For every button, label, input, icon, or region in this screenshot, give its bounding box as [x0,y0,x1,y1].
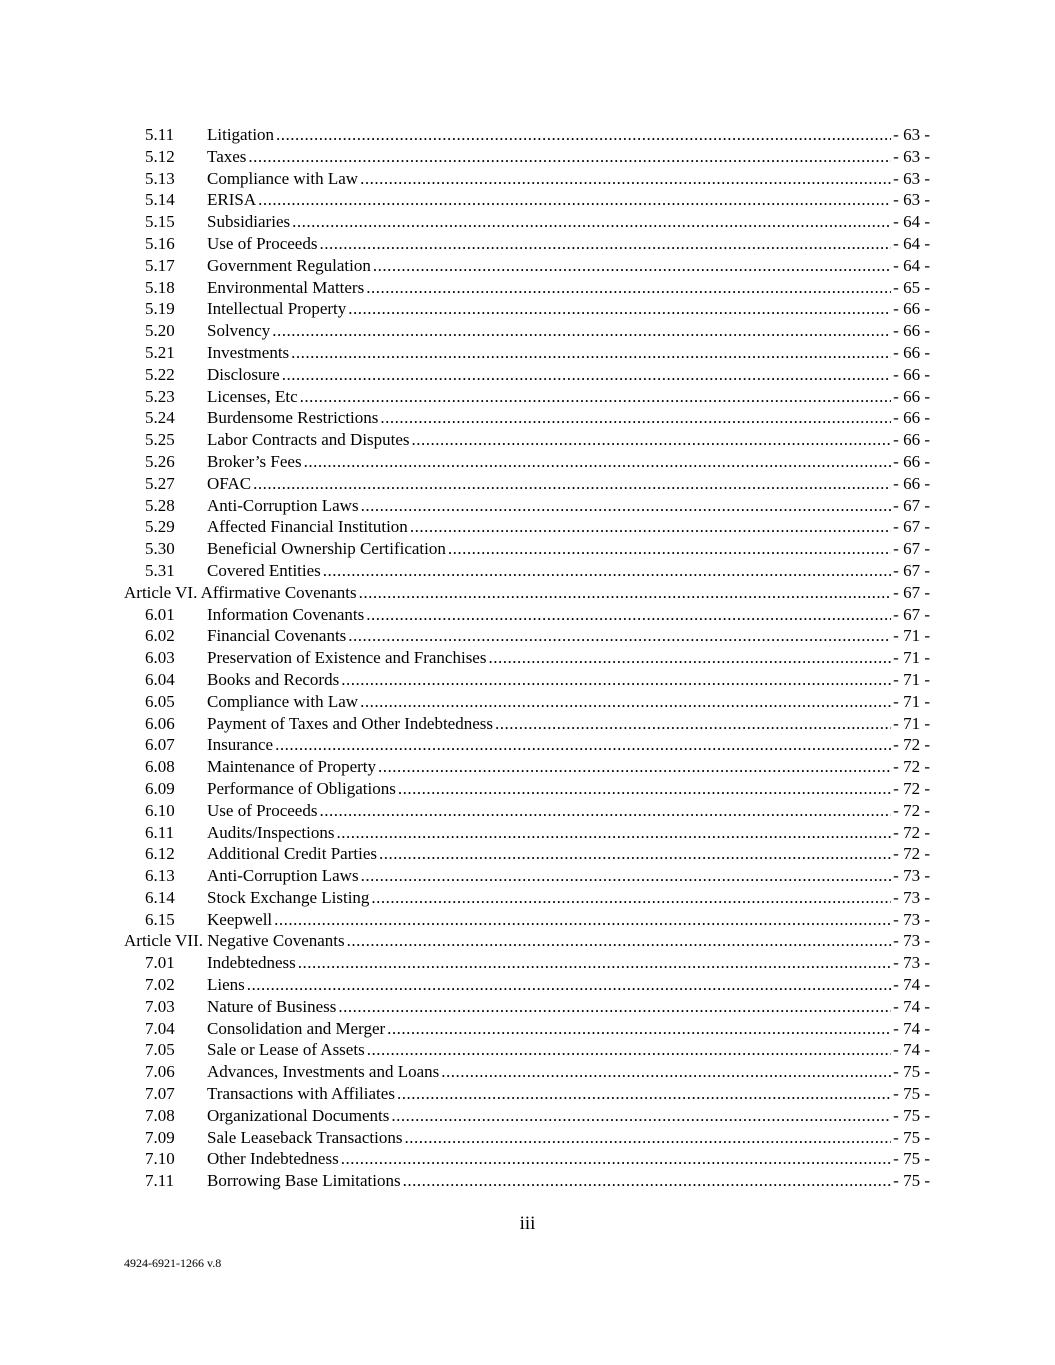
dot-leader [488,647,891,669]
toc-entry[interactable] [124,1148,930,1170]
toc-entry[interactable] [124,233,930,255]
toc-section-number: 5.22 [145,364,175,384]
toc-section-title: Books and Records [207,669,340,689]
table-of-contents [124,124,930,1192]
toc-section-title: Borrowing Base Limitations [207,1171,401,1191]
toc-section-title: Indebtedness [207,953,296,973]
toc-section-title: Preservation of Existence and Franchises [207,648,487,668]
toc-entry[interactable] [124,1061,930,1083]
toc-entry[interactable] [124,407,930,429]
toc-entry[interactable] [124,734,930,756]
toc-entry[interactable] [124,277,930,299]
dot-leader [304,451,892,473]
toc-section-title: Keepwell [207,909,273,929]
toc-entry[interactable] [124,168,930,190]
dot-leader [495,713,891,735]
toc-section-number: 5.28 [145,495,175,515]
toc-page-number: - 66 - [893,408,930,428]
dot-leader [359,582,892,604]
toc-entry[interactable] [124,756,930,778]
toc-section-title: Taxes [207,146,247,166]
toc-section-number: 5.30 [145,539,175,559]
toc-section-number: 5.12 [145,146,175,166]
toc-section-number: 5.17 [145,255,175,275]
toc-section-title: Beneficial Ownership Certification [207,539,446,559]
dot-leader [373,255,891,277]
toc-page-number: - 66 - [893,386,930,406]
toc-page-number: - 64 - [893,212,930,232]
dot-leader [300,386,892,408]
toc-section-number: 5.14 [145,190,175,210]
toc-page-number: - 74 - [893,996,930,1016]
dot-leader [275,734,891,756]
toc-section-number: 6.08 [145,757,175,777]
toc-page-number: - 73 - [893,953,930,973]
toc-entry[interactable] [124,211,930,233]
toc-page-number: - 72 - [893,844,930,864]
toc-page-number: - 75 - [893,1105,930,1125]
toc-page-number: - 66 - [893,473,930,493]
dot-leader [274,909,891,931]
dot-leader [298,952,891,974]
toc-page-number: - 75 - [893,1084,930,1104]
toc-section-number: 6.06 [145,713,175,733]
dot-leader [248,146,891,168]
toc-section-title: Maintenance of Property [207,757,376,777]
toc-page-number: - 63 - [893,146,930,166]
toc-page-number: - 66 - [893,321,930,341]
toc-section-title: Government Regulation [207,255,371,275]
toc-page-number: - 66 - [893,299,930,319]
toc-entry[interactable] [124,364,930,386]
dot-leader [319,800,891,822]
toc-entry[interactable] [124,516,930,538]
toc-entry[interactable] [124,800,930,822]
toc-section-title: Audits/Inspections [207,822,335,842]
toc-section-number: 7.04 [145,1018,175,1038]
toc-section-title: OFAC [207,473,252,493]
dot-leader [276,124,891,146]
toc-section-title: Litigation [207,125,275,144]
toc-entry[interactable] [124,451,930,473]
toc-entry[interactable] [124,189,930,211]
dot-leader [247,974,891,996]
toc-entry[interactable] [124,1018,930,1040]
toc-section-number: 6.09 [145,778,175,798]
toc-section-number: 5.16 [145,233,175,253]
toc-section-number: 7.03 [145,996,175,1016]
toc-section-title: Article VI. Affirmative Covenants [124,582,357,602]
dot-leader [291,342,891,364]
toc-article-heading[interactable] [124,930,930,952]
toc-section-number: 7.06 [145,1062,175,1082]
toc-page-number: - 64 - [893,233,930,253]
dot-leader [253,473,891,495]
toc-page-number: - 71 - [893,626,930,646]
toc-page-number: - 66 - [893,364,930,384]
toc-entry[interactable] [124,1039,930,1061]
toc-section-title: Nature of Business [207,996,337,1016]
toc-entry[interactable] [124,625,930,647]
toc-section-number: 7.07 [145,1084,175,1104]
toc-entry[interactable] [124,124,930,146]
toc-page-number: - 73 - [893,866,930,886]
toc-article-heading[interactable] [124,582,930,604]
toc-entry[interactable] [124,1127,930,1149]
toc-section-number: 6.10 [145,800,175,820]
dot-leader [403,1170,892,1192]
toc-entry[interactable] [124,429,930,451]
toc-section-number: 5.19 [145,299,175,319]
toc-page-number: - 63 - [893,190,930,210]
toc-section-number: 5.25 [145,430,175,450]
toc-page-number: - 67 - [893,604,930,624]
toc-page-number: - 63 - [893,125,930,144]
toc-section-number: 6.14 [145,887,175,907]
toc-page-number: - 71 - [893,648,930,668]
dot-leader [371,887,891,909]
dot-leader [391,1105,891,1127]
toc-entry[interactable] [124,996,930,1018]
toc-section-title: Sale Leaseback Transactions [207,1127,403,1147]
toc-page-number: - 67 - [893,539,930,559]
toc-section-title: Insurance [207,735,274,755]
toc-section-title: Use of Proceeds [207,800,318,820]
dot-leader [441,1061,891,1083]
toc-section-title: Organizational Documents [207,1105,390,1125]
dot-leader [397,1083,891,1105]
toc-entry[interactable] [124,386,930,408]
dot-leader [366,277,891,299]
toc-entry[interactable] [124,865,930,887]
toc-page-number: - 73 - [893,887,930,907]
toc-section-title: Solvency [207,321,271,341]
toc-entry[interactable] [124,887,930,909]
toc-section-title: Liens [207,975,245,995]
toc-section-title: Transactions with Affiliates [207,1084,395,1104]
toc-section-title: Investments [207,342,290,362]
page-number: iii [519,1213,536,1234]
toc-entry[interactable] [124,952,930,974]
dot-leader [360,691,891,713]
toc-section-title: Broker’s Fees [207,451,302,471]
toc-section-title: Financial Covenants [207,626,347,646]
dot-leader [361,495,892,517]
toc-section-number: 7.05 [145,1040,175,1060]
toc-entry[interactable] [124,1105,930,1127]
toc-section-number: 6.11 [145,822,175,842]
toc-page-number: - 66 - [893,451,930,471]
toc-section-number: 5.21 [145,342,175,362]
toc-section-number: 6.01 [145,604,175,624]
toc-section-title: Advances, Investments and Loans [207,1062,440,1082]
dot-leader [360,168,891,190]
toc-section-number: 5.11 [145,125,175,144]
dot-leader [323,560,891,582]
dot-leader [361,865,892,887]
toc-page-number: - 73 - [893,909,930,929]
toc-entry[interactable] [124,974,930,996]
toc-page-number: - 73 - [893,931,930,951]
toc-section-title: Payment of Taxes and Other Indebtedness [207,713,494,733]
toc-section-title: Compliance with Law [207,691,359,711]
toc-entry[interactable] [124,669,930,691]
toc-section-number: 5.24 [145,408,175,428]
toc-section-number: 5.18 [145,277,175,297]
toc-entry[interactable] [124,255,930,277]
toc-section-title: Burdensome Restrictions [207,408,379,428]
dot-leader [347,930,892,952]
toc-section-title: Labor Contracts and Disputes [207,430,410,450]
toc-entry[interactable] [124,538,930,560]
toc-section-number: 7.10 [145,1149,175,1169]
toc-section-title: Use of Proceeds [207,233,318,253]
toc-page-number: - 74 - [893,975,930,995]
toc-section-title: Other Indebtedness [207,1149,339,1169]
toc-section-number: 6.03 [145,648,175,668]
dot-leader [258,189,891,211]
toc-section-number: 7.08 [145,1105,175,1125]
toc-page-number: - 72 - [893,735,930,755]
toc-section-number: 6.12 [145,844,175,864]
dot-leader [338,996,891,1018]
toc-entry[interactable] [124,1170,930,1192]
toc-entry[interactable] [124,691,930,713]
dot-leader [448,538,891,560]
toc-page-number: - 71 - [893,669,930,689]
toc-section-title: Stock Exchange Listing [207,887,370,907]
toc-section-title: Compliance with Law [207,168,359,188]
toc-section-title: Affected Financial Institution [207,517,408,537]
toc-section-number: 6.13 [145,866,175,886]
toc-entry[interactable] [124,495,930,517]
toc-section-title: Performance of Obligations [207,778,396,798]
toc-section-title: Subsidiaries [207,212,291,232]
toc-section-title: Covered Entities [207,560,321,580]
toc-section-number: 6.04 [145,669,175,689]
toc-entry[interactable] [124,778,930,800]
toc-page-number: - 75 - [893,1062,930,1082]
toc-section-number: 5.20 [145,321,175,341]
dot-leader [410,516,891,538]
toc-section-number: 6.07 [145,735,175,755]
toc-section-number: 5.15 [145,212,175,232]
toc-entry[interactable] [124,560,930,582]
toc-section-number: 5.23 [145,386,175,406]
toc-page-number: - 67 - [893,560,930,580]
toc-page-number: - 75 - [893,1171,930,1191]
toc-page-number: - 65 - [893,277,930,297]
toc-page-number: - 63 - [893,168,930,188]
dot-leader [348,625,891,647]
toc-section-title: Anti-Corruption Laws [207,495,359,515]
dot-leader [404,1127,891,1149]
toc-section-title: Licenses, Etc [207,386,298,406]
dot-leader [348,298,891,320]
toc-entry[interactable] [124,909,930,931]
dot-leader [319,233,891,255]
toc-section-title: Sale or Lease of Assets [207,1040,365,1060]
dot-leader [412,429,892,451]
toc-entry[interactable] [124,473,930,495]
toc-page-number: - 72 - [893,800,930,820]
toc-page-number: - 66 - [893,430,930,450]
toc-page-number: - 71 - [893,713,930,733]
toc-section-number: 5.29 [145,517,175,537]
toc-page-number: - 67 - [893,582,930,602]
toc-section-number: 7.09 [145,1127,175,1147]
toc-entry[interactable] [124,647,930,669]
toc-entry[interactable] [124,604,930,626]
toc-section-number: 6.05 [145,691,175,711]
toc-section-number: 5.27 [145,473,175,493]
dot-leader [366,604,891,626]
toc-section-number: 6.02 [145,626,175,646]
toc-page-number: - 75 - [893,1127,930,1147]
toc-section-title: Intellectual Property [207,299,347,319]
toc-section-number: 5.31 [145,560,175,580]
toc-section-title: ERISA [207,190,257,210]
toc-section-number: 7.02 [145,975,175,995]
toc-page-number: - 72 - [893,757,930,777]
dot-leader [292,211,891,233]
toc-page-number: - 67 - [893,517,930,537]
document-id: 4924-6921-1266 v.8 [124,1256,222,1270]
dot-leader [380,407,891,429]
toc-section-title: Environmental Matters [207,277,365,297]
toc-entry[interactable] [124,320,930,342]
toc-page-number: - 74 - [893,1040,930,1060]
dot-leader [398,778,891,800]
toc-entry[interactable] [124,822,930,844]
toc-page-number: - 67 - [893,495,930,515]
toc-entry[interactable] [124,713,930,735]
toc-section-title: Information Covenants [207,604,365,624]
toc-section-title: Anti-Corruption Laws [207,866,359,886]
toc-page-number: - 75 - [893,1149,930,1169]
toc-entry[interactable] [124,342,930,364]
dot-leader [378,756,891,778]
toc-page-number: - 66 - [893,342,930,362]
toc-page-number: - 71 - [893,691,930,711]
toc-entry[interactable] [124,1083,930,1105]
dot-leader [337,822,892,844]
toc-section-title: Article VII. Negative Covenants [124,931,345,951]
dot-leader [367,1039,891,1061]
toc-section-title: Additional Credit Parties [207,844,377,864]
toc-section-title: Disclosure [207,364,280,384]
dot-leader [272,320,891,342]
toc-page-number: - 64 - [893,255,930,275]
toc-section-number: 7.11 [145,1171,175,1191]
toc-section-number: 5.13 [145,168,175,188]
toc-page-number: - 74 - [893,1018,930,1038]
dot-leader [282,364,891,386]
toc-entry[interactable] [124,298,930,320]
dot-leader [387,1018,891,1040]
dot-leader [379,843,891,865]
toc-section-title: Consolidation and Merger [207,1018,386,1038]
dot-leader [341,1148,891,1170]
toc-page-number: - 72 - [893,778,930,798]
dot-leader [341,669,891,691]
toc-section-number: 5.26 [145,451,175,471]
toc-section-number: 6.15 [145,909,175,929]
toc-page-number: - 72 - [893,822,930,842]
toc-entry[interactable] [124,843,930,865]
toc-section-number: 7.01 [145,953,175,973]
toc-entry[interactable] [124,146,930,168]
